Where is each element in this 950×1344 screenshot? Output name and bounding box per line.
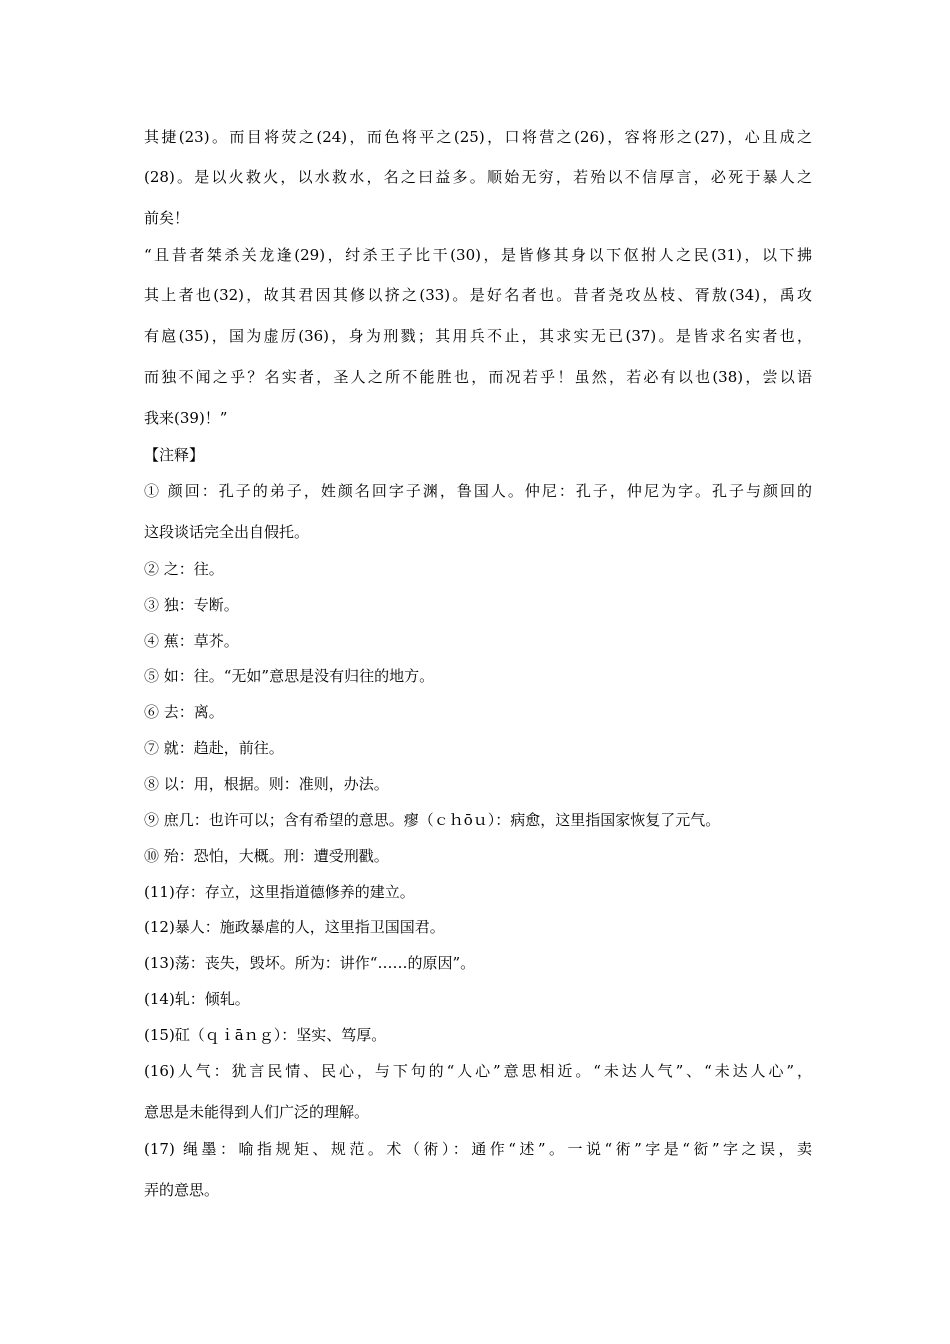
note-line: (16)人气：犹言民情、民心，与下句的“人心”意思相近。“未达人气”、“未达人心”， — [144, 1062, 812, 1080]
passage-line: “且昔者桀杀关龙逢(29)，纣杀王子比干(30)，是皆修其身以下伛拊人之民(31)，以下拂 — [144, 246, 812, 264]
notes-heading: 【注释】 — [144, 446, 205, 464]
note-line: ② 之：往。 — [144, 560, 224, 578]
note-line: (13)荡：丧失，毁坏。所为：讲作“……的原因”。 — [144, 954, 476, 972]
passage-line: (28)。是以火救火，以水救水，名之曰益多。顺始无穷，若殆以不信厚言，必死于暴人之 — [144, 168, 812, 186]
note-line: (14)轧：倾轧。 — [144, 990, 250, 1008]
passage-line: 而独不闻之乎？名实者，圣人之所不能胜也，而况若乎！虽然，若必有以也(38)，尝以语 — [144, 368, 812, 386]
note-line: (15)矼（ｑｉāｎｇ）：坚实、笃厚。 — [144, 1026, 387, 1044]
passage-line: 前矣！ — [144, 209, 190, 227]
note-line: ⑧ 以：用，根据。则：准则，办法。 — [144, 775, 389, 793]
passage-line: 我来(39)！” — [144, 409, 228, 427]
passage-line: 其上者也(32)，故其君因其修以挤之(33)。是好名者也。昔者尧攻丛枝、胥敖(34)，禹攻 — [144, 286, 812, 304]
note-line: ⑥ 去：离。 — [144, 703, 224, 721]
note-line: (17) 绳墨：喻指规矩、规范。术（術）：通作“述”。一说“術”字是“衒”字之误，卖 — [144, 1140, 812, 1158]
note-line: ④ 蕉：草芥。 — [144, 632, 239, 650]
note-line: (12)暴人：施政暴虐的人，这里指卫国国君。 — [144, 918, 445, 936]
note-line: ⑦ 就：趋赴，前往。 — [144, 739, 284, 757]
note-line: 这段谈话完全出自假托。 — [144, 523, 310, 541]
note-line: ① 颜回：孔子的弟子，姓颜名回字子渊，鲁国人。仲尼：孔子，仲尼为字。孔子与颜回的 — [144, 482, 812, 500]
note-line: 弄的意思。 — [144, 1181, 220, 1199]
note-line: ⑤ 如：往。“无如”意思是没有归往的地方。 — [144, 667, 435, 685]
note-line: ③ 独：专断。 — [144, 596, 239, 614]
passage-line: 其捷(23)。而目将荧之(24)，而色将平之(25)，口将营之(26)，容将形之(27)，心且成之 — [144, 128, 812, 146]
note-line: 意思是未能得到人们广泛的理解。 — [144, 1103, 370, 1121]
note-line: ⑨ 庶几：也许可以；含有希望的意思。瘳（ｃｈōｕ）：病愈，这里指国家恢复了元气。 — [144, 811, 721, 829]
note-line: (11)存：存立，这里指道德修养的建立。 — [144, 883, 415, 901]
note-line: ⑩ 殆：恐怕，大概。刑：遭受刑戳。 — [144, 847, 389, 865]
passage-line: 有扈(35)，国为虚厉(36)，身为刑戮；其用兵不止，其求实无已(37)。是皆求名实者也， — [144, 327, 812, 345]
